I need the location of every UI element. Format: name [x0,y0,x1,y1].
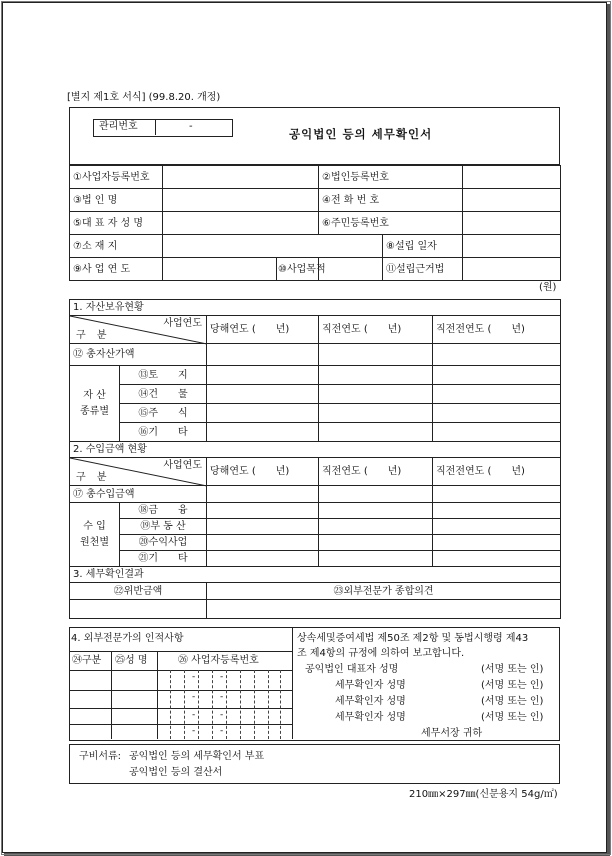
label-resident-no: ⑥주민등록번호 [319,212,463,235]
label-biz-purpose: ⑩사업목적 [277,258,319,281]
col-current-year: 당해연도 ( 년) [207,316,319,344]
financial-table [69,299,561,619]
page-title: 공익법인 등의 세무확인서 [289,127,433,141]
diag-top-label: 사업연도 [163,318,202,329]
cell-input[interactable] [207,486,319,503]
cell-input[interactable] [207,423,319,442]
col-prev-year: 직전연도 ( 년) [319,458,433,486]
revenue-item: ⑲부 동 산 [120,519,207,535]
cell-input[interactable] [319,551,433,567]
cell-input[interactable] [207,535,319,551]
cell-input[interactable] [433,519,561,535]
diag-bottom-label: 구 분 [76,472,111,483]
cell-input[interactable] [207,385,319,404]
label-biz-year: ⑨사 업 연 도 [70,258,163,281]
cell-input[interactable] [319,423,433,442]
asset-item: ⑯기 타 [120,423,207,442]
cell-input[interactable] [207,404,319,423]
asset-item: ⑮주 식 [120,404,207,423]
cell-input[interactable] [319,344,433,366]
label-phone: ④전 화 번 호 [319,189,463,212]
section1-heading: 1. 자산보유현황 [70,300,561,316]
asset-item: ⑭건 물 [120,385,207,404]
cell-input[interactable] [207,503,319,519]
cell-input[interactable] [433,486,561,503]
cell-input[interactable] [433,344,561,366]
cell-input[interactable] [319,366,433,385]
cell-input[interactable] [433,366,561,385]
diag-bottom-label: 구 분 [76,330,111,341]
row-total-assets: ⑫ 총자산가액 [70,344,207,366]
col-biz-no: ㉖ 사업자등록번호 [178,655,259,666]
asset-group-label [70,366,120,442]
revenue-item: ⑳수익사업 [120,535,207,551]
field-phone[interactable] [463,189,561,212]
field-biz-year[interactable] [163,258,277,281]
col-violation: ㉒위반금액 [70,583,207,600]
cell-input[interactable] [433,423,561,442]
signer-sign[interactable]: (서명 또는 인) [481,696,544,707]
addressee: 세무서장 귀하 [421,728,483,739]
cell-input[interactable] [319,404,433,423]
section4-heading: 4. 외부전문가의 인적사항 [71,633,184,644]
unit-label: (원) [539,282,557,293]
label-est-date: ⑧설립 일자 [383,235,463,258]
section2-heading: 2. 수입금액 현황 [70,442,561,458]
basic-info-table [69,165,561,281]
field-biz-reg-no[interactable] [163,166,319,189]
attachments-line2: 공익법인 등의 결산서 [129,767,223,778]
field-opinion[interactable] [207,600,561,619]
revenue-item: ⑱금 융 [120,503,207,519]
revenue-group-line1: 수 입 [83,520,106,532]
label-address: ⑦소 재 지 [70,235,163,258]
signer-label: 세무확인자 성명 [335,712,406,723]
field-corp-reg-no[interactable] [463,166,561,189]
signer-sign[interactable]: (서명 또는 인) [481,712,544,723]
col-prev2-year: 직전전연도 ( 년) [433,458,561,486]
cell-input[interactable] [433,385,561,404]
revenue-group-line2: 원천별 [80,536,109,548]
section3-heading: 3. 세무확인결과 [70,567,561,583]
col-prev-year: 직전연도 ( 년) [319,316,433,344]
field-address[interactable] [163,235,383,258]
signer-label: 세무확인자 성명 [335,680,406,691]
label-corp-reg-no: ②법인등록번호 [319,166,463,189]
section2-diagonal-header [70,458,207,486]
cell-input[interactable] [319,503,433,519]
cell-input[interactable] [319,486,433,503]
form-page: [별지 제1호 서식] (99.8.20. 개정) 관리번호 - 공익법인 등의 세무확인서 ①사업자등록번호 ②법인등록번호 ③법 인 명 ④전 화 번 호 ⑤대 표 자 성 명 ⑥주민등록번호 ⑦소 재 지 ⑧설립 일자 ⑨사 업 연 도 ⑩사업목적 ⑪설립근거법 (원) 1. 자산보유현황 사업연도 구 분 당해연도 ( 년) 직전연도 ( 년) 직전전연도 ( 년) ⑫ 총자산가액 자 산 종류별 ⑬토 지 ⑭건 물 ⑮주 식 ⑯기 타 2. 수입금액 현황 사업연도 구 분 당해연도 ( 년) 직전연도 ( 년) 직전전연도 ( 년) ⑰ 총수입금액 수 입 원천별 ⑱금 융 ⑲부 동 산 ⑳수익사업 ㉑기 타 3. 세무확인결과 ㉒위반금액 ㉓외부전문가 종합의견 4. 외부전문가의 인적사항 ㉔구분 ㉕성 명 ㉖ 사업자등록번호 - - - - - - - - 상속세및증여세법 제50조 제2항 및 동법시행령 제43 조 제4항의 규정에 의하여 보고합니다. 공익법인 대표자 성명 (서명 또는 인) 세무확인자 성명 (서명 또는 인) 세무확인자 성명 (서명 또는 인) 세무확인자 성명 (서명 또는 인) 세무서장 귀하 구비서류: 공익법인 등의 세무확인서 부표 공익법인 등의 결산서 210㎜×297㎜(신문용지 54g/㎡) [2,2,607,853]
cell-input[interactable] [207,551,319,567]
signer-label: 공익법인 대표자 성명 [305,664,399,675]
label-corp-name: ③법 인 명 [70,189,163,212]
revenue-item: ㉑기 타 [120,551,207,567]
col-current-year: 당해연도 ( 년) [207,458,319,486]
col-name: ㉕성 명 [115,655,148,666]
label-rep-name: ⑤대 표 자 성 명 [70,212,163,235]
col-category: ㉔구분 [72,655,102,666]
cell-input[interactable] [433,404,561,423]
field-rep-name[interactable] [163,212,319,235]
cell-input[interactable] [319,385,433,404]
attachments-label: 구비서류: [79,751,122,762]
signer-sign[interactable]: (서명 또는 인) [481,680,544,691]
row-total-revenue: ⑰ 총수입금액 [70,486,207,503]
attachments-line1: 공익법인 등의 세무확인서 부표 [129,751,265,762]
asset-group-line2: 종류별 [80,405,109,417]
cell-input[interactable] [433,535,561,551]
cell-input[interactable] [433,551,561,567]
mgmt-number-label: 관리번호 [99,121,138,132]
cell-input[interactable] [207,344,319,366]
cell-input[interactable] [319,535,433,551]
field-biz-purpose[interactable] [319,258,383,281]
diag-top-label: 사업연도 [163,460,202,471]
field-est-basis[interactable] [463,258,561,281]
label-biz-reg-no: ①사업자등록번호 [70,166,163,189]
asset-item: ⑬토 지 [120,366,207,385]
revenue-group-label [70,503,120,567]
annex-label: [별지 제1호 서식] (99.8.20. 개정) [67,92,221,103]
statement-line1: 상속세및증여세법 제50조 제2항 및 동법시행령 제43 [297,633,529,644]
paper-size: 210㎜×297㎜(신문용지 54g/㎡) [409,789,558,800]
cell-input[interactable] [319,519,433,535]
field-violation[interactable] [70,600,207,619]
label-est-basis: ⑪설립근거법 [383,258,463,281]
cell-input[interactable] [207,519,319,535]
statement-line2: 조 제4항의 규정에 의하여 보고합니다. [297,648,465,659]
field-corp-name[interactable] [163,189,319,212]
mgmt-number-value: - [189,121,193,132]
signer-sign[interactable]: (서명 또는 인) [481,664,544,675]
col-opinion: ㉓외부전문가 종합의견 [207,583,561,600]
section1-diagonal-header [70,316,207,344]
col-prev2-year: 직전전연도 ( 년) [433,316,561,344]
field-est-date[interactable] [463,235,561,258]
field-resident-no[interactable] [463,212,561,235]
asset-group-line1: 자 산 [83,389,106,401]
cell-input[interactable] [433,503,561,519]
signer-label: 세무확인자 성명 [335,696,406,707]
cell-input[interactable] [207,366,319,385]
